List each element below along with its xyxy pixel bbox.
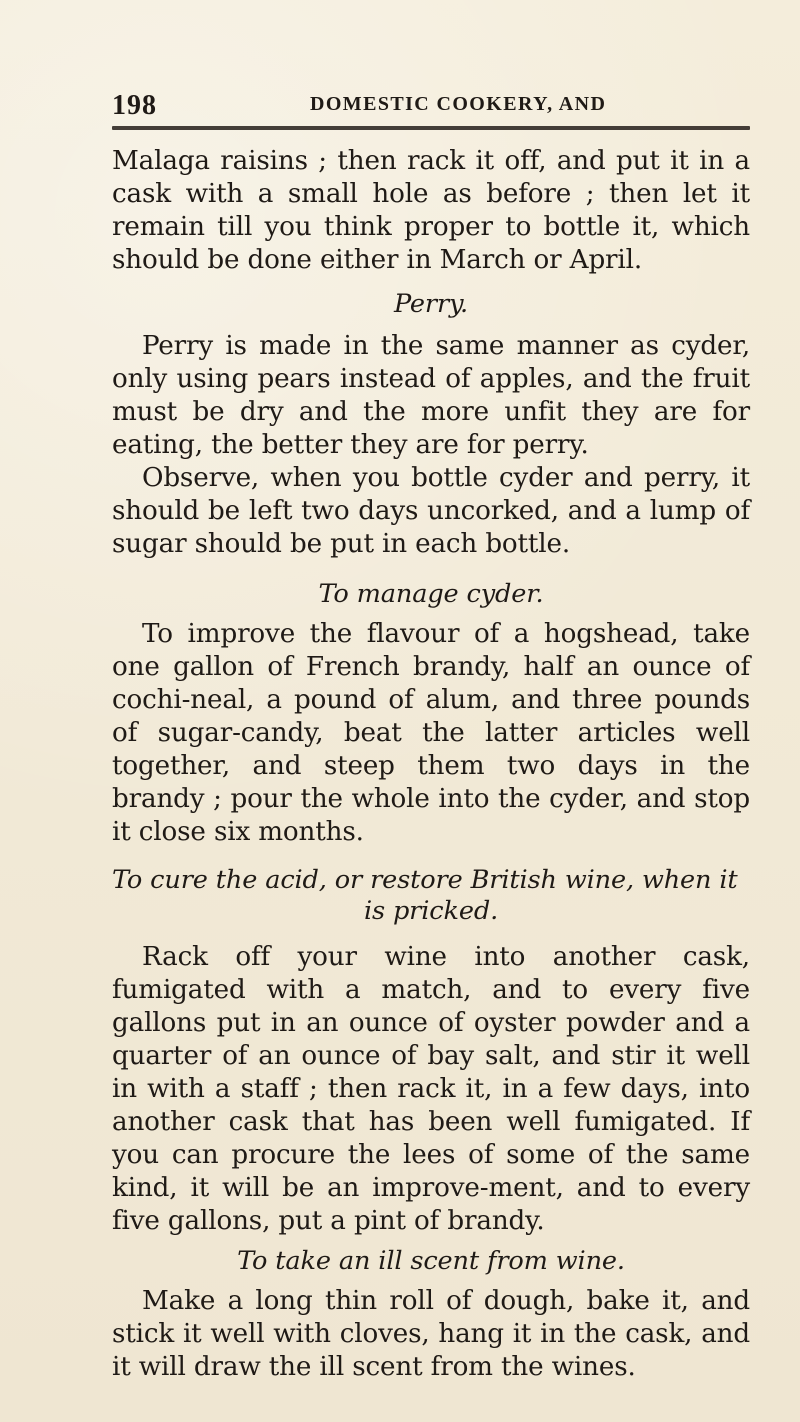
header-rule <box>112 126 750 130</box>
manage-cyder-paragraph: To improve the flavour of a hogshead, take one gallon of French brandy, half an ounce of cochi-neal, a pound of alum, and three pounds of sugar-candy, beat the latter articles well together, and steep them two days in the brandy ; pour the whole into the cyder, and stop it close six months. <box>112 619 750 847</box>
page-number: 198 <box>112 90 157 121</box>
ill-scent-paragraph: Make a long thin roll of dough, bake it, and stick it well with cloves, hang it in the cask, and it will draw the ill scent from the wines. <box>112 1286 750 1382</box>
cure-heading-line-2: is pricked. <box>363 896 499 926</box>
page-content <box>112 145 750 1384</box>
running-head <box>112 90 750 121</box>
cure-heading-line-1: To cure the acid, or restore British wine, when it <box>112 865 738 895</box>
section-heading-manage-cyder: To manage cyder. <box>318 579 544 609</box>
section-heading-cure-wine <box>112 865 750 927</box>
perry-paragraph-2: Observe, when you bottle cyder and perry, it should be left two days uncorked, and a lump of sugar should be put in each bottle. <box>112 463 750 559</box>
section-heading-ill-scent: To take an ill scent from wine. <box>237 1246 625 1276</box>
perry-paragraph-1: Perry is made in the same manner as cyder, only using pears instead of apples, and the fruit must be dry and the more unfit they are for eating, the better they are for perry. <box>112 331 750 460</box>
intro-paragraph: Malaga raisins ; then rack it off, and put it in a cask with a small hole as before ; then let it remain till you think proper to bottle it, which should be done either in March or April. <box>112 146 750 275</box>
running-title: DOMESTIC COOKERY, AND <box>310 93 607 115</box>
spacer <box>112 561 750 571</box>
section-heading-perry: Perry. <box>394 289 468 319</box>
cure-wine-paragraph: Rack off your wine into another cask, fumigated with a match, and to every five gallons put in an ounce of oyster powder and a quarter of an ounce of bay salt, and stir it well in with a staff ; then rack it, in a few days, into another cask that has been well fumigated. If you can procure the lees of some of the same kind, it will be an improve-ment, and to every five gallons, put a pint of brandy. <box>112 942 750 1236</box>
